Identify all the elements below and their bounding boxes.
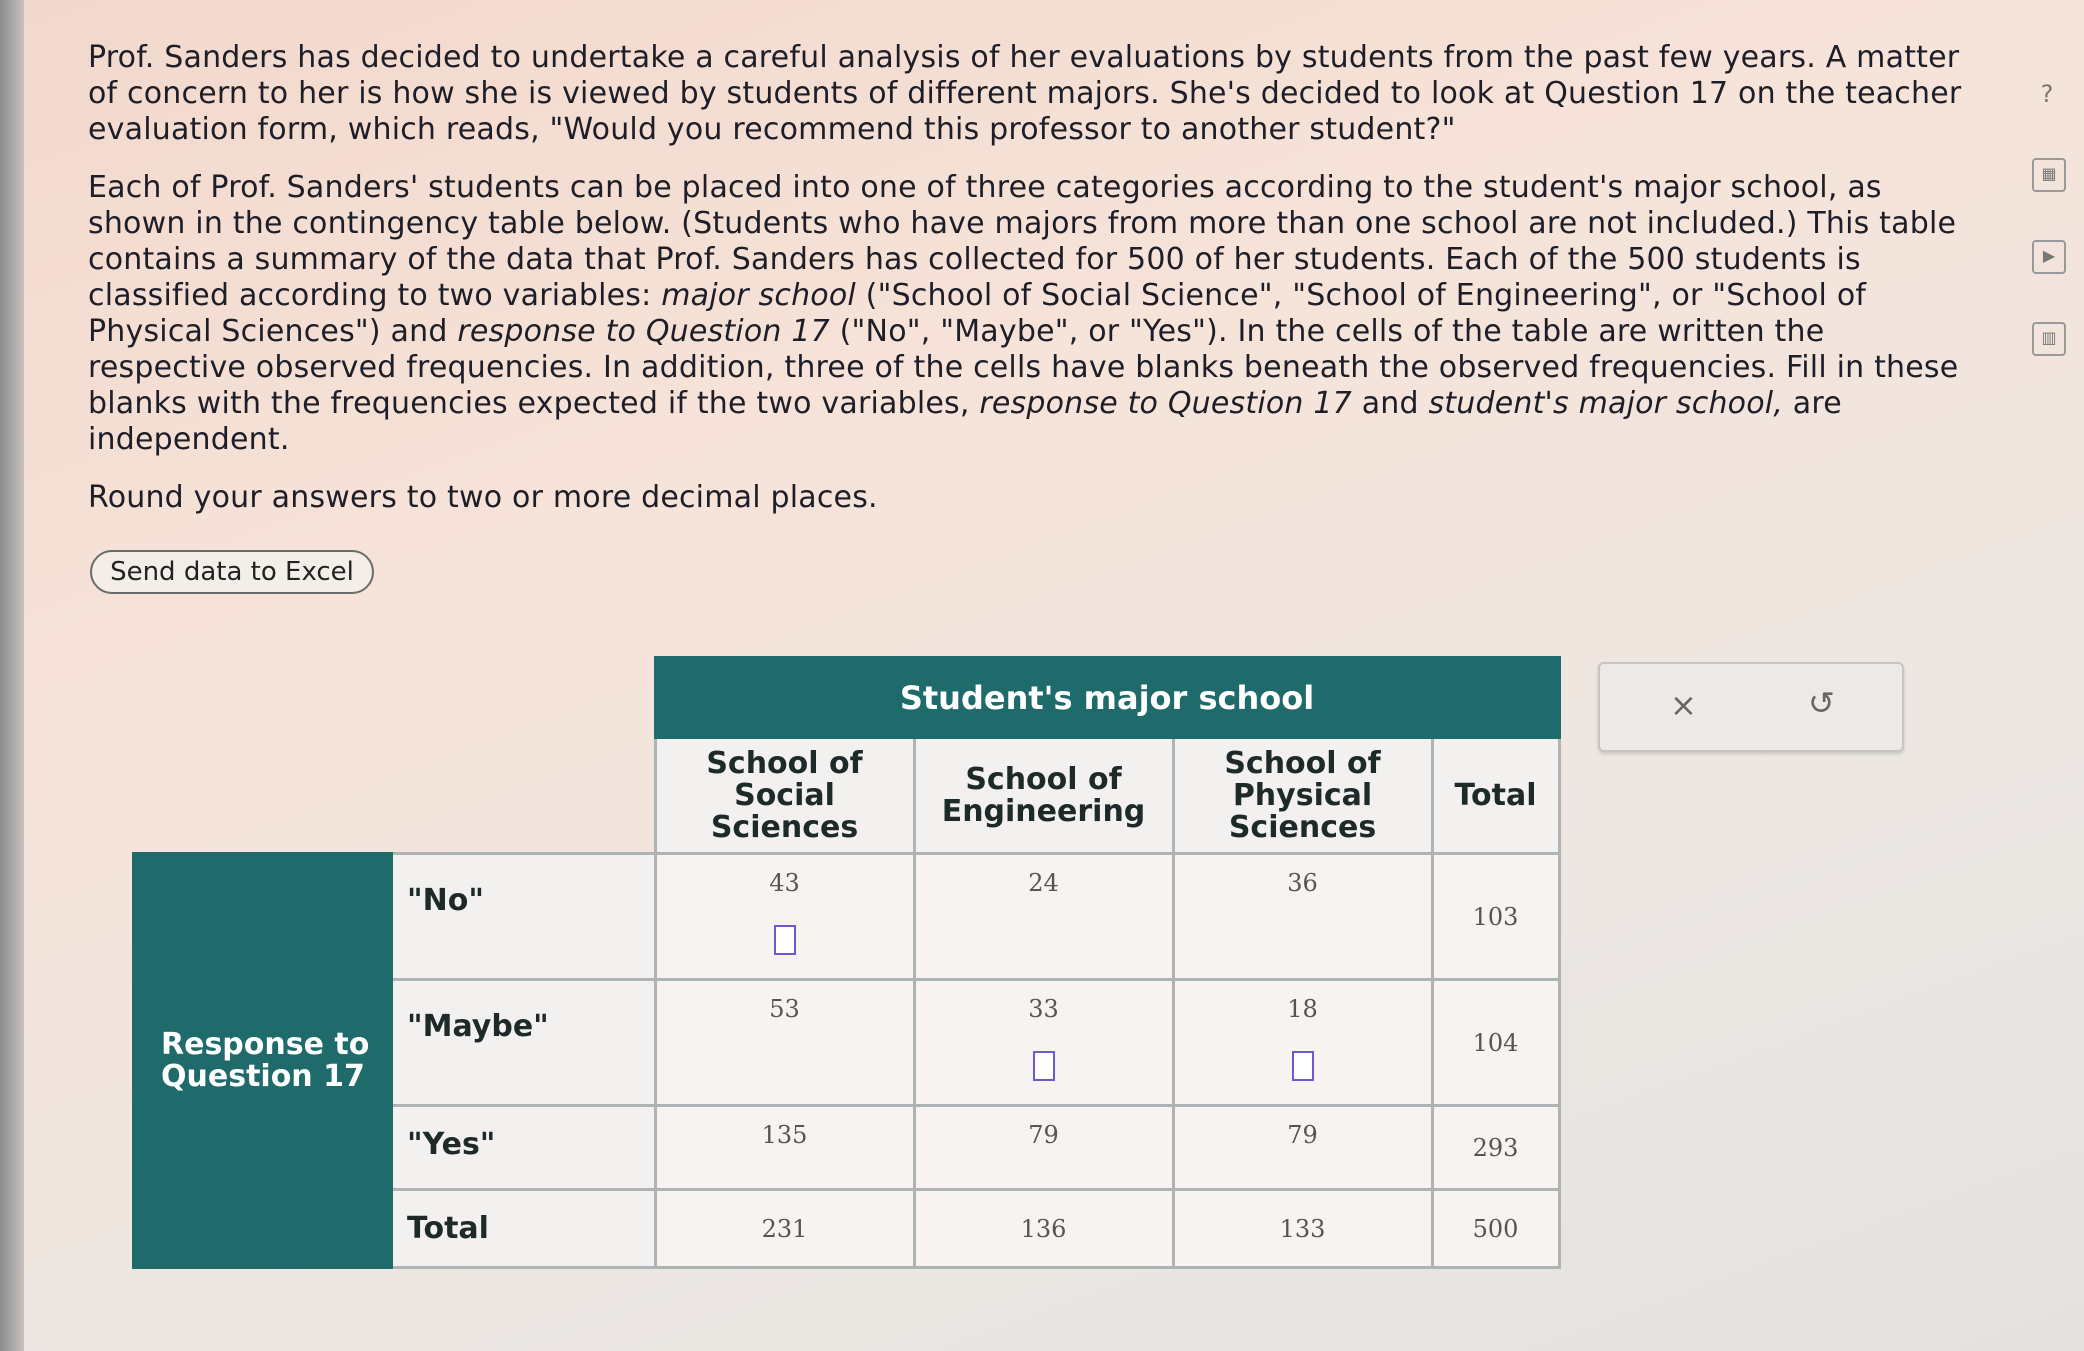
observed-yes-engineering: 79	[1028, 1121, 1059, 1149]
observed-yes-social: 135	[761, 1121, 808, 1149]
ebook-icon[interactable]: ▥	[2032, 322, 2066, 356]
cell-yes-social	[655, 1106, 914, 1190]
grand-total: 500	[1432, 1190, 1559, 1268]
col-header-physical-sciences: School of Physical Sciences	[1173, 738, 1432, 854]
video-icon[interactable]: ▶	[2032, 240, 2066, 274]
question-text	[88, 40, 1968, 538]
side-toolbar	[2032, 80, 2072, 404]
row-label-no: "No"	[392, 854, 656, 980]
send-to-excel-button[interactable]: Send data to Excel	[90, 550, 374, 594]
col-header-total: Total	[1432, 738, 1559, 854]
answer-toolbar	[1598, 662, 1904, 752]
col-header-engineering: School of Engineering	[914, 738, 1173, 854]
undo-icon[interactable]: ↺	[1808, 684, 1835, 722]
total-maybe: 104	[1432, 980, 1559, 1106]
rounding-instruction: Round your answers to two or more decimal places.	[88, 480, 878, 515]
expected-input-maybe-physical[interactable]	[1292, 1051, 1314, 1081]
clear-icon[interactable]: ×	[1670, 686, 1697, 724]
observed-no-engineering: 24	[1028, 869, 1059, 897]
contingency-table	[132, 656, 1561, 1269]
observed-no-social: 43	[769, 869, 800, 897]
help-icon[interactable]: ?	[2040, 80, 2054, 108]
cell-no-social	[655, 854, 914, 980]
cell-yes-engineering	[914, 1106, 1173, 1190]
cell-yes-physical	[1173, 1106, 1432, 1190]
total-physical: 133	[1173, 1190, 1432, 1268]
total-no: 103	[1432, 854, 1559, 980]
total-yes: 293	[1432, 1106, 1559, 1190]
major-school-header: Student's major school	[655, 658, 1559, 738]
expected-input-maybe-engineering[interactable]	[1033, 1051, 1055, 1081]
intro-paragraph-1: Prof. Sanders has decided to undertake a careful analysis of her evaluations by students from the past few years. A matter of concern to her is how she is viewed by students of different majors. She's decided to look at Question 17 on the teacher evaluation form, which reads, "Would you recommend this professor to another student?"	[88, 40, 1962, 147]
row-label-total: Total	[392, 1190, 656, 1268]
total-engineering: 136	[914, 1190, 1173, 1268]
observed-maybe-engineering: 33	[1028, 995, 1059, 1023]
response-header: Response to Question 17	[134, 854, 392, 1268]
total-social: 231	[655, 1190, 914, 1268]
cell-maybe-physical	[1173, 980, 1432, 1106]
cell-no-engineering	[914, 854, 1173, 980]
cell-maybe-social	[655, 980, 914, 1106]
intro-paragraph-2: Each of Prof. Sanders' students can be placed into one of three categories according to the student's major school, as shown in the contingency table below. (Students who have majors from more than one school are not included.) This table contains a summary of the data that Prof. Sanders has collected for 500 of her students. Each of the 500 students is classified according to two variables: major school ("School of Social Science", "School of Engineering", or "School of Physical Sciences") and response to Question 17 ("No", "Maybe", or "Yes"). In the cells of the table are written the respective observed frequencies. In addition, three of the cells have blanks beneath the observed frequencies. Fill in these blanks with the frequencies expected if the two variables, response to Question 17 and student's major school, are independent.	[88, 170, 1959, 457]
observed-maybe-physical: 18	[1287, 995, 1318, 1023]
observed-yes-physical: 79	[1287, 1121, 1318, 1149]
observed-maybe-social: 53	[769, 995, 800, 1023]
row-label-maybe: "Maybe"	[392, 980, 656, 1106]
cell-no-physical	[1173, 854, 1432, 980]
left-edge	[0, 0, 24, 1351]
col-header-social-sciences: School of Social Sciences	[655, 738, 914, 854]
calculator-icon[interactable]: ▦	[2032, 158, 2066, 192]
expected-input-no-social[interactable]	[774, 925, 796, 955]
row-label-yes: "Yes"	[392, 1106, 656, 1190]
observed-no-physical: 36	[1287, 869, 1318, 897]
cell-maybe-engineering	[914, 980, 1173, 1106]
